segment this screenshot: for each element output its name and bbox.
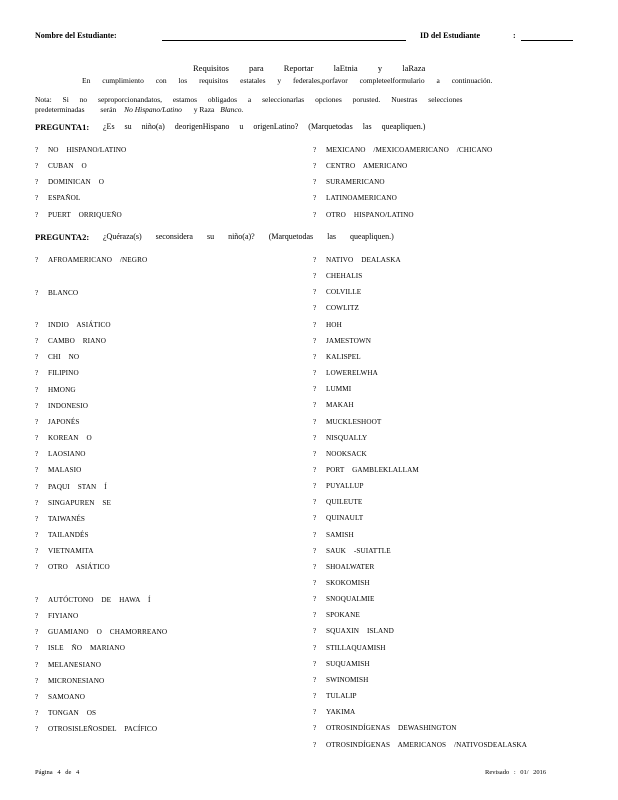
option-label: OTROSINDÍGENAS DEWASHINGTON <box>326 724 457 733</box>
option-label: TULALIP <box>326 692 357 701</box>
checkbox-icon[interactable]: ? <box>313 385 317 394</box>
checkbox-icon[interactable]: ? <box>35 628 39 637</box>
option-quileute[interactable] <box>313 498 362 506</box>
checkbox-icon[interactable]: ? <box>313 320 317 329</box>
option-suramericano[interactable] <box>313 178 385 186</box>
checkbox-icon[interactable]: ? <box>35 369 39 378</box>
option-label: SNOQUALMIE <box>326 595 375 604</box>
checkbox-icon[interactable]: ? <box>35 178 39 187</box>
option-puyallup[interactable] <box>313 482 364 490</box>
option-suquamish[interactable] <box>313 660 370 668</box>
checkbox-icon[interactable]: ? <box>35 450 39 459</box>
option-label: VIETNAMITA <box>48 547 94 556</box>
checkbox-icon[interactable]: ? <box>35 644 39 653</box>
option-hmong[interactable] <box>35 386 76 394</box>
option-label: JAPONÉS <box>48 417 80 426</box>
checkbox-icon[interactable]: ? <box>313 352 317 361</box>
checkbox-icon[interactable]: ? <box>313 562 317 571</box>
option-label: MEXICANO /MEXICOAMERICANO /CHICANO <box>326 146 493 154</box>
checkbox-icon[interactable]: ? <box>313 579 317 587</box>
checkbox-icon[interactable]: ? <box>313 611 317 620</box>
option-nisqually[interactable] <box>313 434 367 442</box>
option-japones[interactable] <box>35 418 79 426</box>
option-hoh[interactable] <box>313 321 342 329</box>
checkbox-icon[interactable]: ? <box>35 353 39 362</box>
checkbox-icon[interactable]: ? <box>35 401 39 410</box>
checkbox-icon[interactable]: ? <box>313 272 317 281</box>
note-default-race: Blanco. <box>220 105 244 114</box>
option-samish[interactable] <box>313 531 354 539</box>
option-samoano[interactable] <box>35 693 85 701</box>
option-indio-asiatico[interactable] <box>35 321 111 329</box>
option-label: FILIPINO <box>48 369 79 378</box>
checkbox-icon[interactable]: ? <box>313 178 317 187</box>
option-stillaquamish[interactable] <box>313 644 386 652</box>
q2-text: ¿Quéraza(s) seconsidera su niño(a)? (Marquetodas las queapliquen.) <box>103 232 394 241</box>
checkbox-icon[interactable]: ? <box>35 530 39 539</box>
student-name-field[interactable] <box>162 40 406 41</box>
checkbox-icon[interactable]: ? <box>35 210 39 219</box>
option-latinoamericano[interactable] <box>313 194 397 202</box>
page-number: Página 4 de 4 <box>35 769 80 776</box>
checkbox-icon[interactable]: ? <box>313 724 317 733</box>
checkbox-icon[interactable]: ? <box>35 676 39 685</box>
option-label: KALISPEL <box>326 352 361 361</box>
option-label: COWLITZ <box>326 304 360 313</box>
checkbox-icon[interactable]: ? <box>35 692 39 701</box>
checkbox-icon[interactable]: ? <box>35 256 39 264</box>
option-label: CUBAN O <box>48 162 87 171</box>
option-label: HOH <box>326 320 342 329</box>
q1-label: PREGUNTA1: <box>35 122 90 132</box>
option-label: SAUK -SUIATTLE <box>326 546 391 555</box>
option-nativo-dealaska[interactable] <box>313 256 401 264</box>
option-label: PUYALLUP <box>326 482 364 491</box>
revised-date: Revisado : 01/ 2016 <box>485 769 547 776</box>
checkbox-icon[interactable]: ? <box>313 675 317 684</box>
option-autoctono-de-hawa-i[interactable] <box>35 596 150 604</box>
option-kalispel[interactable] <box>313 353 361 361</box>
option-chi-no[interactable] <box>35 353 79 361</box>
option-label: ISLE ÑO MARIANO <box>48 644 125 653</box>
option-centro-americano[interactable] <box>313 162 407 170</box>
option-puert-orriqueno[interactable] <box>35 211 122 219</box>
checkbox-icon[interactable]: ? <box>313 417 317 426</box>
form-title: Requisitos para Reportar laEtnia y laRaza <box>193 63 426 73</box>
option-label: KOREAN O <box>48 434 92 443</box>
option-spokane[interactable] <box>313 611 360 619</box>
option-label: CHEHALIS <box>326 272 363 281</box>
option-label: MAKAH <box>326 401 354 410</box>
q2-label: PREGUNTA2: <box>35 232 90 242</box>
checkbox-icon[interactable]: ? <box>35 466 39 475</box>
option-label: NOOKSACK <box>326 449 367 458</box>
option-chehalis[interactable] <box>313 272 362 280</box>
checkbox-icon[interactable]: ? <box>313 401 317 410</box>
option-otrosindigenas-dewashington[interactable] <box>313 724 457 732</box>
option-nooksack[interactable] <box>313 450 367 458</box>
option-label: HMONG <box>48 385 76 394</box>
option-port-gambleklallam[interactable] <box>313 466 419 474</box>
option-micronesiano[interactable] <box>35 677 104 685</box>
option-label: SINGAPUREN SE <box>48 498 112 507</box>
option-makah[interactable] <box>313 401 354 409</box>
option-cambo-riano[interactable] <box>35 337 106 345</box>
checkbox-icon[interactable]: ? <box>313 256 317 264</box>
checkbox-icon[interactable]: ? <box>35 498 39 507</box>
option-label: SPOKANE <box>326 611 360 620</box>
option-yakima[interactable] <box>313 708 355 716</box>
option-label: PORT GAMBLEKLALLAM <box>326 465 419 474</box>
checkbox-icon[interactable]: ? <box>313 465 317 474</box>
checkbox-icon[interactable]: ? <box>35 417 39 426</box>
option-label: SKOKOMISH <box>326 579 370 587</box>
option-melanesiano[interactable] <box>35 661 101 669</box>
option-label: LUMMI <box>326 385 352 394</box>
q1-text: ¿Es su niño(a) deorigenHispano u origenLatino? (Marquetodas las queapliquen.) <box>103 122 426 131</box>
option-label: AFROAMERICANO /NEGRO <box>48 256 148 264</box>
option-label: NATIVO DEALASKA <box>326 256 401 264</box>
checkbox-icon[interactable]: ? <box>313 627 317 636</box>
option-indonesio[interactable] <box>35 402 88 410</box>
option-malasio[interactable] <box>35 466 81 474</box>
option-blanco[interactable] <box>35 289 78 297</box>
option-quinault[interactable] <box>313 514 363 522</box>
option-skokomish[interactable] <box>313 579 370 587</box>
checkbox-icon[interactable]: ? <box>313 194 317 203</box>
checkbox-icon[interactable]: ? <box>313 288 317 297</box>
checkbox-icon[interactable]: ? <box>313 369 317 378</box>
checkbox-icon[interactable]: ? <box>313 449 317 458</box>
option-snoqualmie[interactable] <box>313 595 375 603</box>
option-label: OTROSISLEÑOSDEL PACÍFICO <box>48 725 158 734</box>
option-label: CAMBO RIANO <box>48 337 107 346</box>
option-label: SUQUAMISH <box>326 659 370 668</box>
option-filipino[interactable] <box>35 369 79 377</box>
option-otro-asiatico[interactable] <box>35 563 110 571</box>
option-label: MUCKLESHOOT <box>326 417 382 426</box>
option-label: QUILEUTE <box>326 498 363 507</box>
option-label: PAQUI STAN Í <box>48 482 107 491</box>
checkbox-icon[interactable]: ? <box>313 304 317 313</box>
checkbox-icon[interactable]: ? <box>313 692 317 701</box>
option-label: TONGAN OS <box>48 709 97 718</box>
option-label: SAMISH <box>326 530 354 539</box>
option-label: AUTÓCTONO DE HAWA Í <box>48 596 151 604</box>
checkbox-icon[interactable]: ? <box>35 563 39 572</box>
checkbox-icon[interactable]: ? <box>35 709 39 718</box>
option-singapuren-se[interactable] <box>35 499 111 507</box>
checkbox-icon[interactable]: ? <box>35 725 39 734</box>
student-id-label: ID del Estudiante <box>420 31 481 40</box>
option-label: TAILANDÉS <box>48 530 89 539</box>
option-label: ESPAÑOL <box>48 194 81 203</box>
checkbox-icon[interactable]: ? <box>35 321 39 329</box>
checkbox-icon[interactable]: ? <box>313 210 317 219</box>
checkbox-icon[interactable]: ? <box>35 194 39 203</box>
option-tailandes[interactable] <box>35 531 89 539</box>
option-label: SQUAXIN ISLAND <box>326 627 394 636</box>
option-cuban-o[interactable] <box>35 162 87 170</box>
option-label: OTRO ASIÁTICO <box>48 563 110 572</box>
checkbox-icon[interactable]: ? <box>313 530 317 539</box>
option-otro-hispano-latino[interactable] <box>313 211 414 219</box>
option-korean-o[interactable] <box>35 434 92 442</box>
option-label: PUERT ORRIQUEÑO <box>48 210 122 219</box>
option-laosiano[interactable] <box>35 450 86 458</box>
student-id-colon: : <box>513 31 516 40</box>
option-paqui-stan-i[interactable] <box>35 483 107 491</box>
option-label: SURAMERICANO <box>326 178 385 187</box>
note-mid: y Raza <box>193 105 215 114</box>
note-line-2 <box>35 105 243 114</box>
option-otrosislenosdel-pacifico[interactable] <box>35 725 157 733</box>
checkbox-icon[interactable]: ? <box>313 162 317 171</box>
option-label: NISQUALLY <box>326 433 368 442</box>
option-afroamericano-negro[interactable] <box>35 256 147 264</box>
checkbox-icon[interactable]: ? <box>35 514 39 523</box>
option-sauk-suiattle[interactable] <box>313 547 391 555</box>
checkbox-icon[interactable]: ? <box>313 595 317 604</box>
checkbox-icon[interactable]: ? <box>313 433 317 442</box>
checkbox-icon[interactable]: ? <box>35 482 39 491</box>
checkbox-icon[interactable]: ? <box>313 482 317 491</box>
option-shoalwater[interactable] <box>313 563 374 571</box>
option-tongan-os[interactable] <box>35 709 96 717</box>
checkbox-icon[interactable]: ? <box>313 498 317 507</box>
note-line-1: Nota: Si no seproporcionandatos, estamos obligados a seleccionarlas opciones porusted. Nuestras selecciones <box>35 95 463 104</box>
option-guamiano-o-chamorreano[interactable] <box>35 628 167 636</box>
option-label: NO HISPANO/LATINO <box>48 146 127 154</box>
note-default-ethnicity: No Hispano/Latino <box>124 105 182 114</box>
checkbox-icon[interactable]: ? <box>313 546 317 555</box>
option-colville[interactable] <box>313 288 361 296</box>
checkbox-icon[interactable]: ? <box>35 434 39 443</box>
option-dominican-o[interactable] <box>35 178 104 186</box>
option-swinomish[interactable] <box>313 676 368 684</box>
option-label: CHI NO <box>48 353 80 362</box>
student-id-field[interactable] <box>521 40 573 41</box>
checkbox-icon[interactable]: ? <box>313 643 317 652</box>
option-label: LOWERELWHA <box>326 369 378 378</box>
option-label: QUINAULT <box>326 514 364 523</box>
option-label: BLANCO <box>48 289 79 297</box>
checkbox-icon[interactable]: ? <box>313 514 317 523</box>
student-name-label: Nombre del Estudiante: <box>35 31 117 40</box>
note-prefix: predeterminadas serán <box>35 105 117 114</box>
checkbox-icon[interactable]: ? <box>313 146 317 154</box>
option-label: JAMESTOWN <box>326 336 372 345</box>
form-subtitle: En cumplimiento con los requisitos estatales y federales,porfavor completeelformulario a continuación. <box>82 76 493 85</box>
option-label: SWINOMISH <box>326 675 369 684</box>
option-lowerelwha[interactable] <box>313 369 378 377</box>
option-label: YAKIMA <box>326 708 356 717</box>
option-vietnamita[interactable] <box>35 547 94 555</box>
checkbox-icon[interactable]: ? <box>313 708 317 717</box>
option-no-hispano-latino[interactable] <box>35 146 126 154</box>
option-label: MALASIO <box>48 466 82 475</box>
option-label: MELANESIANO <box>48 660 102 669</box>
option-espanol[interactable] <box>35 194 80 202</box>
option-jamestown[interactable] <box>313 337 371 345</box>
option-label: FIYIANO <box>48 612 79 621</box>
option-label: LATINOAMERICANO <box>326 194 397 203</box>
checkbox-icon[interactable]: ? <box>35 385 39 394</box>
option-squaxin-island[interactable] <box>313 627 394 635</box>
checkbox-icon[interactable]: ? <box>313 659 317 668</box>
option-taiwanes[interactable] <box>35 515 85 523</box>
option-lummi[interactable] <box>313 385 351 393</box>
option-label: TAIWANÉS <box>48 514 85 523</box>
option-label: INDIO ASIÁTICO <box>48 321 111 329</box>
option-otrosindigenas-americanos-nativosdealaska[interactable] <box>313 741 527 749</box>
option-tulalip[interactable] <box>313 692 357 700</box>
checkbox-icon[interactable]: ? <box>35 612 39 621</box>
option-label: LAOSIANO <box>48 450 86 459</box>
checkbox-icon[interactable]: ? <box>35 162 39 171</box>
option-label: DOMINICAN O <box>48 178 105 187</box>
option-cowlitz[interactable] <box>313 304 359 312</box>
checkbox-icon[interactable]: ? <box>313 336 317 345</box>
option-fiyiano[interactable] <box>35 612 78 620</box>
checkbox-icon[interactable]: ? <box>35 547 39 556</box>
option-label: MICRONESIANO <box>48 676 105 685</box>
checkbox-icon[interactable]: ? <box>35 596 39 604</box>
checkbox-icon[interactable]: ? <box>35 289 39 297</box>
option-isle-no-mariano[interactable] <box>35 644 125 652</box>
checkbox-icon[interactable]: ? <box>35 146 39 154</box>
option-label: SAMOANO <box>48 692 86 701</box>
option-label: CENTRO AMERICANO <box>326 162 408 171</box>
option-label: COLVILLE <box>326 288 362 297</box>
option-mexicano-mexicoamericano-chicano[interactable] <box>313 146 492 154</box>
option-muckleshoot[interactable] <box>313 418 381 426</box>
option-label: OTROSINDÍGENAS AMERICANOS /NATIVOSDEALASKA <box>326 740 528 749</box>
option-label: STILLAQUAMISH <box>326 643 386 652</box>
option-label: OTRO HISPANO/LATINO <box>326 210 414 219</box>
option-label: INDONESIO <box>48 401 89 410</box>
option-label: SHOALWATER <box>326 562 375 571</box>
option-label: GUAMIANO O CHAMORREANO <box>48 628 168 637</box>
checkbox-icon[interactable]: ? <box>35 660 39 669</box>
checkbox-icon[interactable]: ? <box>313 740 317 749</box>
checkbox-icon[interactable]: ? <box>35 337 39 346</box>
